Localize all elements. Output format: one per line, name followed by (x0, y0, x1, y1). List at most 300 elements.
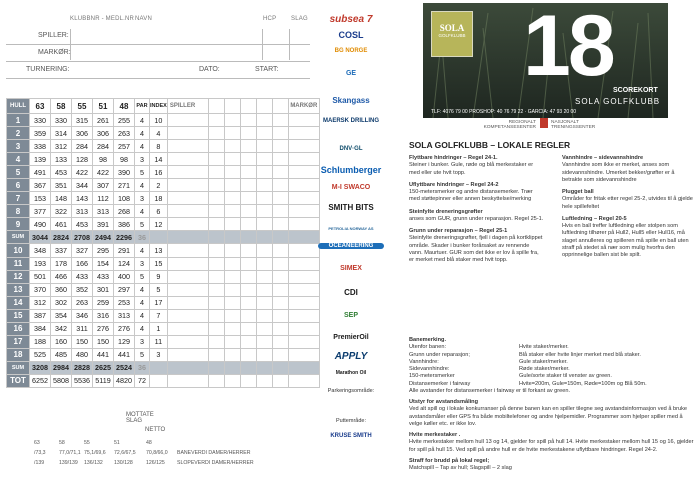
header-tee-48: 48 (114, 99, 135, 114)
score-cell[interactable] (240, 283, 256, 296)
par-value: 4 (135, 322, 150, 335)
par-value: 4 (135, 179, 150, 192)
markor-score-cell[interactable] (288, 296, 319, 309)
tee-distance: 384 (30, 322, 51, 335)
tee-distance: 261 (93, 114, 114, 127)
tee-distance: 268 (114, 205, 135, 218)
score-cell[interactable] (224, 322, 240, 335)
spiller-score-cell[interactable] (167, 179, 208, 192)
tee-distance: 2824 (51, 231, 72, 244)
hole-row (7, 140, 320, 153)
sponsor-logo: PETROLIA NORWAY AS (328, 226, 374, 231)
marking-value: Hvite staker/merker. (519, 344, 569, 351)
score-cell[interactable] (224, 153, 240, 166)
sponsor-logo: Marathon Oil (335, 370, 367, 376)
tee-distance: 108 (114, 192, 135, 205)
tee-distance: 188 (30, 335, 51, 348)
score-cell[interactable] (272, 296, 288, 309)
tee-distance: 422 (72, 166, 93, 179)
spiller-score-cell[interactable] (167, 309, 208, 322)
tee-distance: 263 (114, 127, 135, 140)
tee-distance: 301 (93, 283, 114, 296)
par-value: 3 (135, 257, 150, 270)
markor-score-cell[interactable] (288, 231, 319, 244)
score-cell[interactable] (272, 179, 288, 192)
table-header-row (7, 99, 320, 114)
score-cell[interactable] (256, 192, 272, 205)
score-cell[interactable] (208, 335, 224, 348)
banemerking-section (409, 337, 694, 473)
sponsor-logo: MAERSK DRILLING (323, 118, 379, 124)
markor-score-cell[interactable] (288, 140, 319, 153)
score-cell[interactable] (208, 309, 224, 322)
score-cell[interactable] (256, 140, 272, 153)
spiller-score-cell[interactable] (167, 218, 208, 231)
spiller-score-cell[interactable] (167, 244, 208, 257)
score-cell[interactable] (224, 283, 240, 296)
score-cell[interactable] (272, 127, 288, 140)
rule-title: Steinfylte dreneringsgrøfter (409, 208, 483, 215)
markor-score-cell[interactable] (288, 283, 319, 296)
spiller-score-cell[interactable] (167, 361, 208, 374)
tee-distance: 327 (72, 244, 93, 257)
markor-score-cell[interactable] (288, 322, 319, 335)
header-spiller: SPILLER (167, 99, 208, 114)
tee-distance: 6252 (30, 374, 51, 387)
par-value: 36 (135, 231, 150, 244)
tee-distance: 344 (72, 179, 93, 192)
spiller-score-cell[interactable] (167, 127, 208, 140)
spiller-score-cell[interactable] (167, 153, 208, 166)
score-cell[interactable] (256, 361, 272, 374)
par-value: 5 (135, 166, 150, 179)
rule-text: anses som GUR, grunn under reparasjon. Regel 25-1. (409, 215, 544, 222)
col-hcp: HCP (263, 16, 277, 22)
par-value: 3 (135, 153, 150, 166)
slope-bane-value: 70,8/66,0 (146, 450, 168, 456)
slope-slope-value: 139/139 (59, 460, 78, 466)
spiller-score-cell[interactable] (167, 322, 208, 335)
marking-value: Gule staker/merker. (519, 358, 568, 365)
index-value: 10 (150, 114, 168, 127)
tee-distance: 297 (114, 283, 135, 296)
score-cell[interactable] (240, 231, 256, 244)
spiller-score-cell[interactable] (167, 296, 208, 309)
score-cell[interactable] (272, 153, 288, 166)
tee-distance: 2828 (72, 361, 93, 374)
score-cell[interactable] (256, 179, 272, 192)
sponsor-logo: SMITH BITS (328, 203, 374, 212)
sum-row (7, 361, 320, 374)
markor-score-cell[interactable] (288, 309, 319, 322)
index-value: 4 (150, 127, 168, 140)
tee-distance: 314 (51, 127, 72, 140)
hole-row (7, 192, 320, 205)
tee-distance: 342 (51, 322, 72, 335)
marking-label: Utenfor banen: (409, 344, 447, 351)
sponsor-logo: APPLY (334, 351, 368, 362)
score-cell[interactable] (208, 348, 224, 361)
score-cell[interactable] (240, 335, 256, 348)
tee-distance: 291 (114, 244, 135, 257)
hole-number: TOT (7, 374, 30, 387)
score-cell[interactable] (272, 348, 288, 361)
score-cell[interactable] (256, 114, 272, 127)
score-cell[interactable] (208, 231, 224, 244)
score-cell[interactable] (256, 166, 272, 179)
markor-score-cell[interactable] (288, 257, 319, 270)
marking-label: Sidevannhindre: (409, 366, 450, 373)
par-value: 36 (135, 361, 150, 374)
score-cell[interactable] (208, 179, 224, 192)
score-cell[interactable] (256, 348, 272, 361)
score-cell[interactable] (224, 244, 240, 257)
tee-distance: 276 (93, 322, 114, 335)
score-cell[interactable] (208, 192, 224, 205)
sponsor-logo: CDI (344, 288, 358, 297)
score-cell[interactable] (240, 361, 256, 374)
score-cell[interactable] (256, 283, 272, 296)
index-value: 1 (150, 322, 168, 335)
slope-bane-value: /73,3 (34, 450, 46, 456)
score-cell[interactable] (208, 257, 224, 270)
tee-distance: 112 (93, 192, 114, 205)
score-cell[interactable] (256, 218, 272, 231)
score-cell[interactable] (240, 374, 256, 387)
tee-distance: 330 (30, 114, 51, 127)
turnering-row[interactable] (6, 61, 310, 79)
score-cell[interactable] (224, 127, 240, 140)
score-cell[interactable] (240, 322, 256, 335)
score-cell[interactable] (272, 361, 288, 374)
score-cell[interactable] (240, 127, 256, 140)
index-value: 9 (150, 270, 168, 283)
hole-count: 18 (523, 3, 613, 94)
marking-label: Vannhindre: (409, 358, 439, 365)
score-cell[interactable] (208, 127, 224, 140)
hole-number: 2 (7, 127, 30, 140)
score-cell[interactable] (272, 335, 288, 348)
score-cell[interactable] (224, 348, 240, 361)
markor-score-cell[interactable] (288, 270, 319, 283)
tee-distance: 160 (51, 335, 72, 348)
score-cell[interactable] (208, 218, 224, 231)
score-cell[interactable] (272, 140, 288, 153)
score-cell[interactable] (208, 244, 224, 257)
score-cell[interactable] (208, 205, 224, 218)
score-cell[interactable] (240, 218, 256, 231)
hole-number: 14 (7, 296, 30, 309)
sum-row (7, 231, 320, 244)
score-cell[interactable] (272, 257, 288, 270)
score-cell[interactable] (240, 114, 256, 127)
score-cell[interactable] (208, 283, 224, 296)
markor-score-cell[interactable] (288, 348, 319, 361)
straff-text: Matchspill – Tap av hull; Slagspill – 2 slag (409, 465, 512, 472)
score-cell[interactable] (256, 244, 272, 257)
tee-distance: 337 (51, 244, 72, 257)
score-cell[interactable] (224, 114, 240, 127)
score-cell[interactable] (272, 205, 288, 218)
mottate-label: MOTTATE SLAG (126, 412, 154, 424)
tee-distance: 441 (93, 348, 114, 361)
score-cell[interactable] (208, 166, 224, 179)
header-par: PAR (135, 99, 150, 114)
score-cell[interactable] (208, 296, 224, 309)
tee-distance: 148 (51, 192, 72, 205)
spiller-score-cell[interactable] (167, 348, 208, 361)
rule-title: Luftledning – Regel 20-5 (562, 215, 627, 222)
netto-label: NETTO (145, 427, 166, 433)
par-value: 3 (135, 335, 150, 348)
dato-label: DATO: (199, 66, 220, 73)
marking-label: Distansemerker i fairway (409, 380, 471, 387)
markor-score-cell[interactable] (288, 205, 319, 218)
score-cell[interactable] (256, 127, 272, 140)
score-cell[interactable] (272, 218, 288, 231)
tee-distance: 284 (93, 140, 114, 153)
score-cell[interactable] (224, 231, 240, 244)
score-cell[interactable] (240, 257, 256, 270)
tee-distance: 400 (114, 270, 135, 283)
markor-score-cell[interactable] (288, 192, 319, 205)
score-cell[interactable] (240, 348, 256, 361)
tee-distance: 354 (51, 309, 72, 322)
spiller-score-cell[interactable] (167, 205, 208, 218)
score-cell[interactable] (208, 361, 224, 374)
markor-score-cell[interactable] (288, 361, 319, 374)
markor-score-cell[interactable] (288, 244, 319, 257)
par-value: 4 (135, 140, 150, 153)
score-cell[interactable] (224, 179, 240, 192)
sponsor-logo: KRUSE SMITH (330, 433, 372, 439)
score-cell[interactable] (240, 166, 256, 179)
spiller-score-cell[interactable] (167, 283, 208, 296)
markor-score-cell[interactable] (288, 218, 319, 231)
index-value: 17 (150, 296, 168, 309)
score-cell[interactable] (272, 114, 288, 127)
score-cell[interactable] (256, 309, 272, 322)
score-table (6, 98, 320, 388)
score-cell[interactable] (208, 153, 224, 166)
markor-score-cell[interactable] (288, 335, 319, 348)
index-value (150, 374, 168, 387)
utstyr-title: Utstyr for avstandsmåling (409, 399, 479, 406)
tee-distance: 322 (51, 205, 72, 218)
markor-score-cell[interactable] (288, 114, 319, 127)
score-cell[interactable] (208, 114, 224, 127)
hole-number: 3 (7, 140, 30, 153)
index-value (150, 361, 168, 374)
spiller-score-cell[interactable] (167, 140, 208, 153)
score-cell[interactable] (224, 374, 240, 387)
score-cell[interactable] (240, 153, 256, 166)
header-tee-58: 58 (51, 99, 72, 114)
hole-number: 7 (7, 192, 30, 205)
spiller-score-cell[interactable] (167, 270, 208, 283)
index-value: 15 (150, 257, 168, 270)
hole-number: SUM (7, 231, 30, 244)
slope-slope-value: /139 (34, 460, 45, 466)
hole-number: 12 (7, 270, 30, 283)
par-value: 72 (135, 374, 150, 387)
tee-distance: 271 (114, 179, 135, 192)
spiller-label: SPILLER: (38, 32, 69, 39)
score-cell[interactable] (224, 335, 240, 348)
regional-center: REGIONALT KOMPETANSESENTER (483, 120, 536, 130)
spiller-score-cell[interactable] (167, 374, 208, 387)
score-cell[interactable] (256, 231, 272, 244)
tee-distance: 4820 (114, 374, 135, 387)
score-cell[interactable] (272, 309, 288, 322)
par-value: 4 (135, 309, 150, 322)
markor-score-cell[interactable] (288, 166, 319, 179)
tee-distance: 386 (114, 218, 135, 231)
hole-number: 10 (7, 244, 30, 257)
hole-number: 1 (7, 114, 30, 127)
hole-row (7, 127, 320, 140)
score-cell[interactable] (240, 296, 256, 309)
spiller-score-cell[interactable] (167, 231, 208, 244)
score-cell[interactable] (240, 179, 256, 192)
score-cell[interactable] (240, 140, 256, 153)
tee-distance: 370 (30, 283, 51, 296)
tee-distance: 330 (51, 114, 72, 127)
spiller-row[interactable] (6, 27, 310, 45)
tee-distance: 5119 (93, 374, 114, 387)
spiller-score-cell[interactable] (167, 257, 208, 270)
score-cell[interactable] (224, 361, 240, 374)
slope-tees-value: 55 (84, 440, 90, 446)
score-cell[interactable] (272, 322, 288, 335)
markor-score-cell[interactable] (288, 127, 319, 140)
score-cell[interactable] (208, 270, 224, 283)
score-cell[interactable] (272, 244, 288, 257)
index-value: 14 (150, 153, 168, 166)
score-cell[interactable] (256, 270, 272, 283)
score-cell[interactable] (256, 257, 272, 270)
marking-value: Røde staker/merker. (519, 366, 570, 373)
score-cell[interactable] (224, 205, 240, 218)
hole-number: SUM (7, 361, 30, 374)
score-cell[interactable] (224, 257, 240, 270)
score-cell[interactable] (256, 153, 272, 166)
col-klubbnr: KLUBBNR - MEDL.NR (70, 16, 135, 22)
tee-distance: 525 (30, 348, 51, 361)
tee-distance: 311 (72, 322, 93, 335)
score-cell[interactable] (256, 205, 272, 218)
sponsor-logo: SIMEX (340, 265, 362, 272)
index-value: 2 (150, 179, 168, 192)
score-cell[interactable] (224, 166, 240, 179)
par-value: 4 (135, 283, 150, 296)
score-cell[interactable] (208, 374, 224, 387)
score-cell[interactable] (240, 309, 256, 322)
spiller-score-cell[interactable] (167, 166, 208, 179)
markor-score-cell[interactable] (288, 374, 319, 387)
score-cell[interactable] (224, 309, 240, 322)
tee-distance: 154 (93, 257, 114, 270)
hole-row (7, 114, 320, 127)
score-cell[interactable] (224, 192, 240, 205)
tee-distance: 150 (72, 335, 93, 348)
tee-distance: 346 (72, 309, 93, 322)
hole-row (7, 257, 320, 270)
tee-distance: 166 (72, 257, 93, 270)
score-cell[interactable] (272, 283, 288, 296)
markor-row[interactable] (6, 44, 310, 62)
score-cell[interactable] (256, 296, 272, 309)
sponsor-logo: PremierOil (333, 334, 369, 341)
tee-distance: 490 (30, 218, 51, 231)
score-cell[interactable] (256, 322, 272, 335)
tee-distance: 124 (114, 257, 135, 270)
utstyr-text: Ved alt spill og i lokale konkurranser på denne banen kan en spiller tilegne seg avstandsinformasjon ved å bruke avstandsmåler eller GPS fra både mobiltelefoner og andre hjelpemidler. Programmer som hjelper spiller med å velge køller etc. er ikke lov. (409, 406, 687, 427)
score-cell[interactable] (240, 192, 256, 205)
tee-distance: 2708 (72, 231, 93, 244)
spiller-score-cell[interactable] (167, 192, 208, 205)
score-cell[interactable] (240, 205, 256, 218)
tee-distance: 391 (93, 218, 114, 231)
turnering-label: TURNERING: (26, 66, 70, 73)
tee-distance: 2296 (114, 231, 135, 244)
score-cell[interactable] (272, 231, 288, 244)
hole-number: 15 (7, 309, 30, 322)
score-cell[interactable] (224, 218, 240, 231)
par-value: 4 (135, 127, 150, 140)
col-navn: NAVN (135, 16, 153, 22)
tee-distance: 150 (93, 335, 114, 348)
header-tee-55: 55 (72, 99, 93, 114)
hole-row (7, 166, 320, 179)
score-cell[interactable] (240, 270, 256, 283)
markor-score-cell[interactable] (288, 153, 319, 166)
spiller-score-cell[interactable] (167, 335, 208, 348)
score-cell[interactable] (272, 270, 288, 283)
sponsor-logo: Skangass (332, 96, 370, 105)
header-markor: MARKØR (288, 99, 319, 114)
score-cell[interactable] (272, 192, 288, 205)
tee-distance: 2524 (114, 361, 135, 374)
score-cell[interactable] (272, 374, 288, 387)
tee-distance: 255 (114, 114, 135, 127)
score-cell[interactable] (240, 244, 256, 257)
marking-value: Gule/sorte staker til venster av green. (519, 373, 612, 380)
tee-distance: 367 (30, 179, 51, 192)
sponsor-logo: OCEANEERING (318, 243, 384, 249)
slope-bane-value: 75,1/69,6 (84, 450, 106, 456)
tee-distance: 313 (72, 205, 93, 218)
marking-label: 150-metersmerker (409, 373, 455, 380)
club-logo-sub: GOLFKLUBB (438, 33, 466, 38)
score-cell[interactable] (256, 335, 272, 348)
score-cell[interactable] (224, 270, 240, 283)
spiller-score-cell[interactable] (167, 114, 208, 127)
score-cell[interactable] (208, 140, 224, 153)
score-cell[interactable] (256, 374, 272, 387)
score-cell[interactable] (272, 166, 288, 179)
tee-distance: 253 (114, 296, 135, 309)
markor-score-cell[interactable] (288, 179, 319, 192)
marking-value: Blå staker eller hvite linjer merket med blå staker. (519, 351, 641, 358)
score-cell[interactable] (208, 322, 224, 335)
hole-row (7, 205, 320, 218)
club-name: SOLA GOLFKLUBB (575, 97, 661, 106)
hole-row (7, 322, 320, 335)
tee-distance: 128 (72, 153, 93, 166)
score-cell[interactable] (224, 296, 240, 309)
score-cell[interactable] (224, 140, 240, 153)
